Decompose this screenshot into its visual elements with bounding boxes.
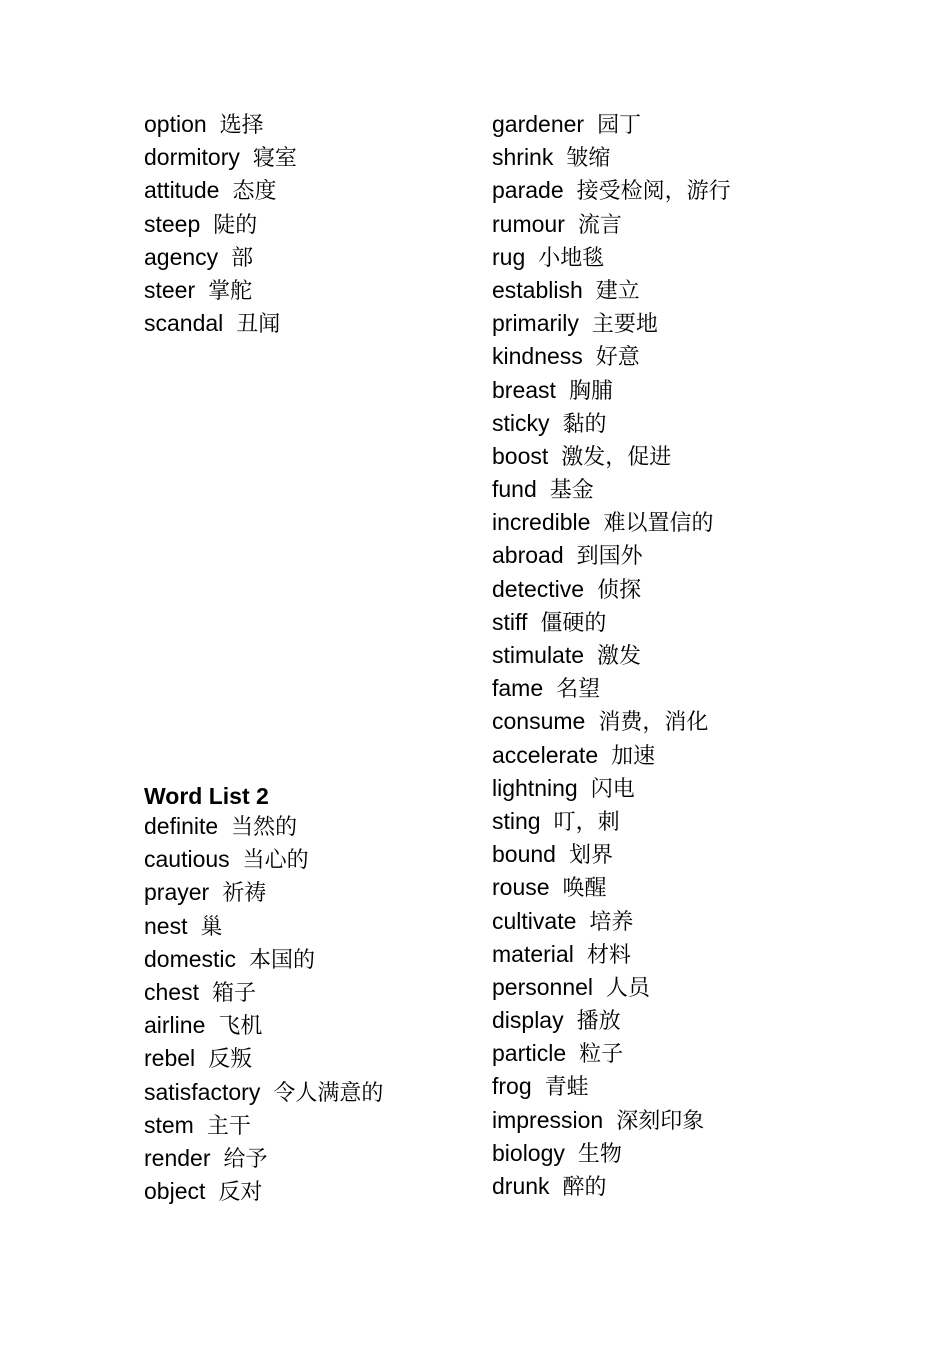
vocab-entry bbox=[492, 772, 892, 805]
chinese-translation: 飞机 bbox=[218, 1014, 263, 1040]
english-word: rug bbox=[492, 243, 526, 270]
english-word: stem bbox=[144, 1111, 194, 1138]
vocab-entry bbox=[492, 1037, 892, 1070]
vocab-entry bbox=[492, 440, 892, 473]
vocab-entry bbox=[492, 506, 892, 539]
english-word: abroad bbox=[492, 542, 564, 569]
chinese-translation: 丑闻 bbox=[236, 312, 281, 338]
english-word: fund bbox=[492, 476, 537, 503]
vocab-entry bbox=[492, 174, 892, 207]
english-word: drunk bbox=[492, 1173, 550, 1199]
chinese-translation: 胸脯 bbox=[568, 378, 613, 404]
chinese-translation: 好意 bbox=[595, 345, 640, 371]
english-word: prayer bbox=[144, 879, 210, 906]
chinese-translation: 令人满意的 bbox=[273, 1080, 384, 1106]
vocab-entry bbox=[492, 1070, 892, 1103]
vocab-entry bbox=[144, 274, 464, 307]
vocab-entry bbox=[144, 1109, 464, 1142]
english-word: dormitory bbox=[144, 144, 240, 171]
english-word: sting bbox=[492, 807, 541, 834]
english-word: impression bbox=[492, 1106, 604, 1133]
chinese-translation: 醉的 bbox=[562, 1175, 607, 1200]
english-word: rouse bbox=[492, 874, 550, 901]
vocab-entry bbox=[144, 108, 464, 141]
chinese-translation: 掌舵 bbox=[208, 278, 253, 304]
english-word: scandal bbox=[144, 310, 224, 337]
english-word: frog bbox=[492, 1073, 532, 1100]
vocab-entry bbox=[492, 606, 892, 639]
vocab-entry bbox=[144, 1076, 464, 1109]
english-word: consume bbox=[492, 708, 586, 735]
vocab-entry bbox=[492, 838, 892, 871]
chinese-translation: 部 bbox=[231, 245, 254, 271]
chinese-translation: 青蛙 bbox=[544, 1075, 589, 1101]
vocab-entry bbox=[492, 739, 892, 772]
english-word: render bbox=[144, 1144, 211, 1171]
chinese-translation: 基金 bbox=[549, 478, 594, 504]
chinese-translation: 选择 bbox=[219, 113, 264, 138]
chinese-translation: 材料 bbox=[586, 942, 631, 968]
english-word: display bbox=[492, 1007, 564, 1034]
english-word: airline bbox=[144, 1012, 206, 1039]
english-word: bound bbox=[492, 841, 556, 868]
vocab-entry bbox=[492, 639, 892, 672]
chinese-translation: 当心的 bbox=[242, 848, 309, 874]
chinese-translation: 当然的 bbox=[231, 815, 298, 840]
english-word: gardener bbox=[492, 111, 585, 137]
chinese-translation: 给予 bbox=[223, 1146, 268, 1172]
chinese-translation: 反叛 bbox=[208, 1047, 253, 1073]
chinese-translation: 激发，促进 bbox=[561, 444, 672, 470]
chinese-translation: 僵硬的 bbox=[540, 610, 607, 636]
chinese-translation: 反对 bbox=[218, 1180, 263, 1206]
chinese-translation: 接受检阅，游行 bbox=[576, 179, 731, 205]
vocab-entry bbox=[144, 876, 464, 909]
chinese-translation: 唤醒 bbox=[562, 876, 607, 902]
english-word: parade bbox=[492, 177, 564, 204]
english-word: domestic bbox=[144, 945, 237, 972]
chinese-translation: 寝室 bbox=[252, 146, 297, 172]
vocab-entry bbox=[492, 208, 892, 241]
chinese-translation: 侦探 bbox=[597, 577, 642, 603]
vocab-entry bbox=[492, 938, 892, 971]
english-word: stimulate bbox=[492, 642, 585, 668]
english-word: option bbox=[144, 111, 207, 137]
chinese-translation: 陡的 bbox=[213, 212, 258, 238]
english-word: stiff bbox=[492, 608, 528, 635]
chinese-translation: 巢 bbox=[200, 914, 223, 940]
vocab-entry bbox=[144, 241, 464, 274]
vocab-entry bbox=[492, 672, 892, 705]
vocab-entry bbox=[144, 843, 464, 876]
word-list-2-column bbox=[144, 810, 464, 1208]
left-word-column bbox=[144, 108, 464, 340]
vocab-entry bbox=[144, 943, 464, 976]
english-word: detective bbox=[492, 575, 585, 602]
vocab-entry bbox=[492, 805, 892, 838]
vocab-entry bbox=[144, 810, 464, 843]
vocab-entry bbox=[492, 108, 892, 141]
chinese-translation: 祈祷 bbox=[222, 881, 267, 907]
english-word: material bbox=[492, 940, 574, 967]
chinese-translation: 生物 bbox=[577, 1141, 622, 1167]
vocab-entry bbox=[492, 1104, 892, 1137]
vocab-entry bbox=[144, 1009, 464, 1042]
english-word: breast bbox=[492, 376, 556, 403]
chinese-translation: 播放 bbox=[576, 1009, 621, 1035]
chinese-translation: 主干 bbox=[206, 1113, 251, 1139]
chinese-translation: 加速 bbox=[611, 743, 656, 769]
vocab-entry bbox=[144, 174, 464, 207]
vocab-entry bbox=[492, 871, 892, 904]
english-word: chest bbox=[144, 978, 199, 1005]
english-word: definite bbox=[144, 813, 219, 839]
english-word: primarily bbox=[492, 310, 579, 337]
vocab-entry bbox=[492, 141, 892, 174]
chinese-translation: 消费，消化 bbox=[598, 710, 709, 736]
vocab-entry bbox=[492, 1004, 892, 1037]
english-word: fame bbox=[492, 675, 544, 702]
english-word: attitude bbox=[144, 177, 220, 204]
chinese-translation: 叮，刺 bbox=[553, 809, 620, 835]
vocab-entry bbox=[144, 1175, 464, 1208]
vocab-entry bbox=[492, 241, 892, 274]
right-word-column bbox=[492, 108, 892, 1203]
english-word: agency bbox=[144, 243, 219, 270]
english-word: nest bbox=[144, 912, 188, 939]
vocab-entry bbox=[492, 473, 892, 506]
chinese-translation: 深刻印象 bbox=[616, 1108, 705, 1134]
vocab-entry bbox=[492, 374, 892, 407]
vocab-entry bbox=[144, 1142, 464, 1175]
chinese-translation: 人员 bbox=[606, 975, 651, 1001]
english-word: rebel bbox=[144, 1045, 196, 1072]
english-word: steer bbox=[144, 276, 196, 303]
chinese-translation: 皱缩 bbox=[566, 146, 611, 172]
vocab-entry bbox=[144, 307, 464, 340]
chinese-translation: 流言 bbox=[577, 212, 622, 238]
english-word: sticky bbox=[492, 409, 550, 436]
english-word: cultivate bbox=[492, 907, 577, 934]
english-word: kindness bbox=[492, 343, 583, 370]
chinese-translation: 闪电 bbox=[590, 776, 635, 802]
vocab-entry bbox=[492, 1137, 892, 1170]
vocab-entry bbox=[492, 340, 892, 373]
english-word: shrink bbox=[492, 144, 554, 171]
english-word: boost bbox=[492, 442, 549, 469]
chinese-translation: 主要地 bbox=[591, 312, 658, 338]
chinese-translation: 难以置信的 bbox=[603, 511, 714, 537]
vocab-entry bbox=[492, 573, 892, 606]
english-word: steep bbox=[144, 210, 201, 237]
english-word: incredible bbox=[492, 509, 591, 536]
vocab-entry bbox=[144, 141, 464, 174]
chinese-translation: 划界 bbox=[568, 843, 613, 869]
vocab-entry bbox=[144, 910, 464, 943]
chinese-translation: 建立 bbox=[595, 278, 640, 304]
vocab-entry bbox=[492, 971, 892, 1004]
english-word: particle bbox=[492, 1040, 567, 1067]
chinese-translation: 态度 bbox=[232, 179, 277, 205]
chinese-translation: 到国外 bbox=[576, 544, 643, 570]
vocab-entry bbox=[492, 539, 892, 572]
english-word: cautious bbox=[144, 846, 230, 873]
vocab-entry bbox=[144, 208, 464, 241]
vocab-entry bbox=[492, 274, 892, 307]
vocab-entry bbox=[144, 976, 464, 1009]
english-word: object bbox=[144, 1178, 206, 1205]
chinese-translation: 名望 bbox=[556, 677, 601, 703]
vocab-entry bbox=[492, 407, 892, 440]
vocab-entry bbox=[492, 307, 892, 340]
chinese-translation: 培养 bbox=[589, 909, 634, 935]
chinese-translation: 黏的 bbox=[562, 411, 607, 437]
english-word: personnel bbox=[492, 973, 594, 1000]
english-word: lightning bbox=[492, 774, 578, 801]
vocab-entry bbox=[492, 1170, 892, 1203]
vocab-entry bbox=[492, 905, 892, 938]
english-word: biology bbox=[492, 1139, 565, 1166]
vocab-entry bbox=[492, 705, 892, 738]
chinese-translation: 粒子 bbox=[579, 1042, 624, 1068]
chinese-translation: 小地毯 bbox=[538, 245, 605, 271]
vocab-entry bbox=[144, 1042, 464, 1075]
chinese-translation: 本国的 bbox=[249, 947, 316, 973]
chinese-translation: 激发 bbox=[597, 644, 642, 669]
english-word: accelerate bbox=[492, 741, 599, 768]
english-word: rumour bbox=[492, 210, 565, 237]
chinese-translation: 箱子 bbox=[211, 980, 256, 1006]
word-list-2-heading: Word List 2 bbox=[144, 783, 269, 809]
english-word: establish bbox=[492, 276, 583, 303]
chinese-translation: 园丁 bbox=[597, 113, 642, 138]
english-word: satisfactory bbox=[144, 1078, 261, 1105]
